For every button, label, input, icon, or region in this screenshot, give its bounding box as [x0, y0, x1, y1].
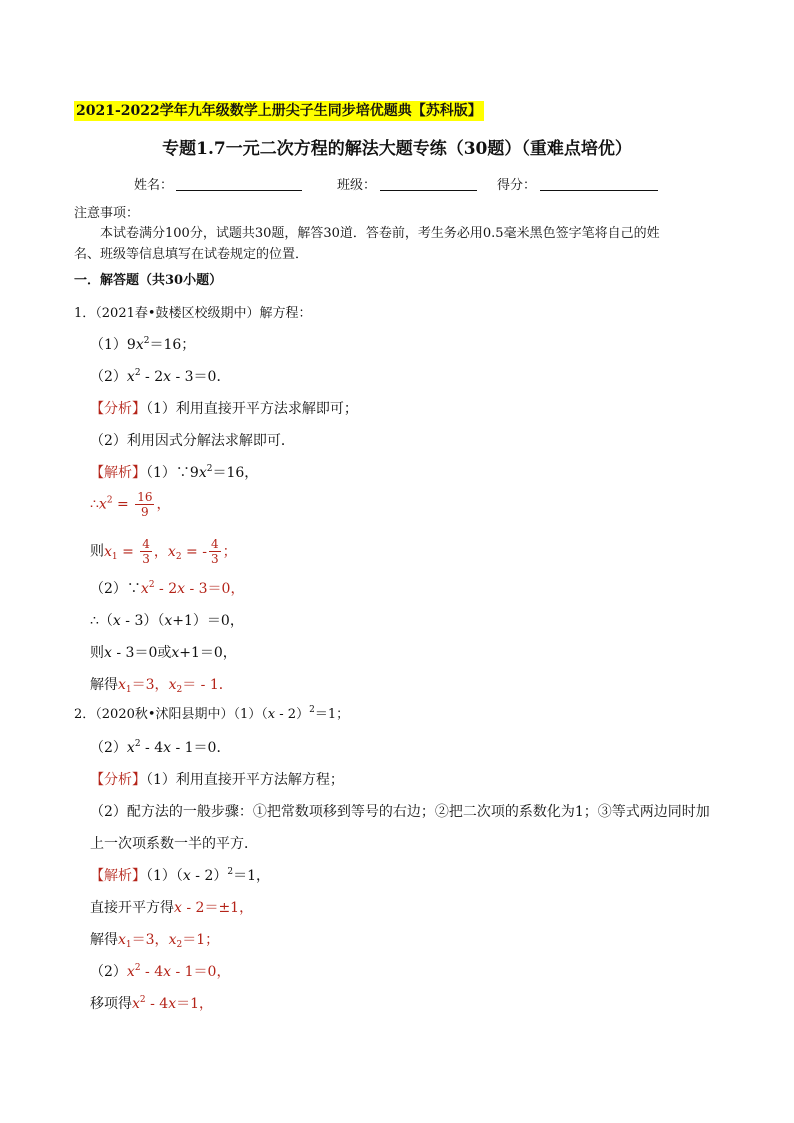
q1-part-2: $(2)x^2 - 2x - 3=0$．	[90, 368, 231, 385]
section-heading: 一．解答题（共30小题）	[74, 273, 223, 288]
q1-solution-4: $(2)\because x^2 - 2x - 3=0$，	[90, 580, 245, 597]
q2-solution-2: 直接开平方得x - 2＝±1，	[90, 900, 254, 916]
notice-line-1: 本试卷满分100分，试题共30题，解答30道．答卷前，考生务必用0.5毫米黑色签字笔将自己的姓	[100, 226, 660, 241]
q1-part-1: $(1)9x^2=16$；	[90, 336, 196, 353]
name-blank[interactable]	[176, 190, 302, 191]
q1-analysis-2: （2）利用因式分解法求解即可．	[90, 433, 295, 449]
analysis-tag: 【分析】	[90, 772, 146, 788]
question-1-header: 1．（2021春•鼓楼区校级期中）解方程：	[74, 306, 312, 321]
q2-solution-3: 解得$x_1=3$，$x_2=1$；	[90, 932, 220, 950]
notice-heading: 注意事项：	[74, 206, 140, 221]
q2-solution-1: 【解析】（1）（x - 2）$^2$＝1，	[90, 867, 271, 884]
q2-analysis-3: 上一次项系数一半的平方．	[90, 836, 258, 852]
analysis-tag: 【分析】	[90, 401, 146, 417]
q2-solution-5: 移项得$x^2 - 4x=1$，	[90, 995, 214, 1012]
q1-solution-2: $\therefore x^2$ = $\frac{16}{9}$ ，	[90, 490, 171, 519]
fraction-16-9: $\frac{16}{9}$	[137, 490, 153, 519]
q2-analysis-2: （2）配方法的一般步骤：①把常数项移到等号的右边；②把二次项的系数化为1；③等式两边同时加	[90, 804, 710, 820]
q1-solution-1: 【解析】$(1)\because 9x^2=16$，	[90, 464, 259, 481]
class-label: 班级：	[337, 178, 377, 193]
q1-solution-3: 则$x_1$ = $\frac{4}{3}$ ，$x_2$ = - $\frac{4}{3}$ ；	[90, 537, 237, 566]
q1-solution-5: ∴（x - 3）（x+1）＝0，	[90, 613, 244, 629]
q1-analysis-1: 【分析】（1）利用直接开平方法求解即可；	[90, 401, 358, 417]
q2-analysis-1: 【分析】（1）利用直接开平方法解方程；	[90, 772, 344, 788]
solution-tag: 【解析】	[90, 868, 146, 884]
score-blank[interactable]	[540, 190, 658, 191]
series-banner: 2021-2022学年九年级数学上册尖子生同步培优题典【苏科版】	[76, 103, 482, 119]
q1-solution-6: 则x - 3＝0或x+1＝0，	[90, 645, 237, 661]
class-blank[interactable]	[380, 190, 477, 191]
notice-line-2: 名、班级等信息填写在试卷规定的位置．	[74, 247, 309, 262]
page-title: 专题1.7一元二次方程的解法大题专练（30题）（重难点培优）	[162, 139, 632, 159]
q2-part-2: $(2)x^2 - 4x - 1=0$．	[90, 739, 231, 756]
score-label: 得分：	[497, 178, 537, 193]
name-label: 姓名：	[134, 178, 174, 193]
solution-tag: 【解析】	[90, 465, 146, 481]
fraction-4-3-neg: $\frac{4}{3}$	[210, 537, 219, 566]
q2-solution-4: $(2)x^2 - 4x - 1=0$，	[90, 963, 231, 980]
q1-solution-7: 解得$x_1=3$，$x_2= - 1$．	[90, 677, 233, 695]
question-2-header: 2．（2020秋•沭阳县期中）（1）（x - 2）$^2$＝1；	[74, 705, 350, 722]
fraction-4-3: $\frac{4}{3}$	[142, 537, 150, 566]
